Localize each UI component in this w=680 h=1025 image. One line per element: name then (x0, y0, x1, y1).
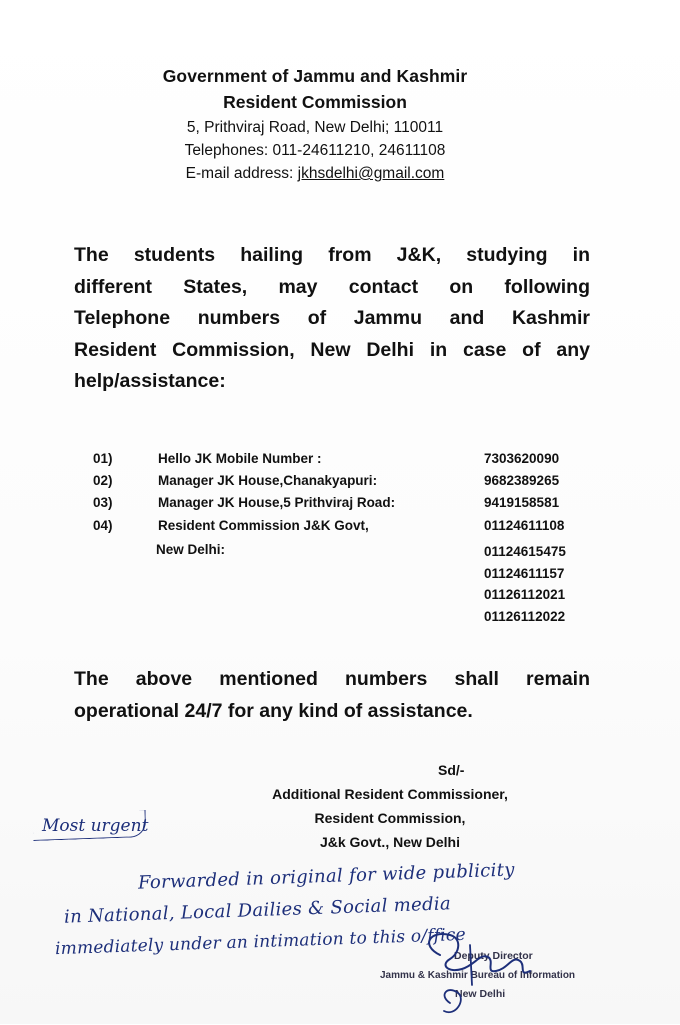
contact-label: Manager JK House,Chanakyapuri: (158, 473, 378, 488)
email-label: E-mail address: (185, 165, 298, 182)
contact-phone: 01124611108 (484, 518, 565, 533)
handwritten-most-urgent: Most urgent (42, 816, 149, 836)
extra-phone-list (484, 541, 566, 627)
notice-line: The students hailing from J&K, studying in (74, 244, 590, 266)
letterhead-department: Resident Commission (223, 92, 407, 112)
handwritten-note-line: in National, Local Dailies & Social media (63, 893, 452, 928)
sd-mark: Sd/- (438, 762, 465, 778)
notice-line: different States, may contact on following (74, 275, 590, 298)
contact-number: 04) (93, 518, 113, 533)
signatory-govt: J&k Govt., New Delhi (319, 834, 461, 850)
stamp-designation: Deputy Director (454, 950, 533, 962)
closing-line: The above mentioned numbers shall remain (74, 668, 590, 690)
contact-number: 02) (93, 473, 113, 488)
letterhead-email-line (0, 165, 630, 183)
notice-line: Resident Commission, New Delhi in case of any (74, 338, 590, 361)
handwritten-note-line: immediately under an intimation to this o/ffice (54, 924, 467, 960)
contact-number: 03) (93, 495, 113, 510)
contact-number: 01) (93, 451, 113, 466)
email-address: jkhsdelhi@gmail.com (297, 165, 445, 182)
contact-phone: 01126112022 (484, 608, 566, 624)
contact-row (0, 473, 680, 495)
letterhead-address: 5, Prithviraj Road, New Delhi; 110011 (186, 119, 444, 136)
notice-line: Telephone numbers of Jammu and Kashmir (74, 307, 590, 329)
closing-line: operational 24/7 for any kind of assistance. (74, 699, 473, 722)
contact-label: Resident Commission J&K Govt, (158, 518, 369, 533)
contact-row (0, 495, 680, 517)
contact-row (0, 518, 680, 540)
closing-paragraph (74, 664, 590, 727)
letterhead-telephones: Telephones: 011-24611210, 24611108 (184, 142, 446, 159)
notice-line: help/assistance: (74, 370, 226, 392)
notice-paragraph (74, 240, 590, 398)
handwritten-signature (400, 925, 560, 1025)
stamp-bureau: Jammu & Kashmir Bureau of Information (380, 970, 576, 981)
contact-phone: 7303620090 (484, 451, 560, 466)
contact-phone: 01126112021 (484, 587, 566, 602)
signatory-title: Additional Resident Commissioner, (272, 786, 508, 802)
contact-row (0, 451, 680, 473)
stamp-city: New Delhi (455, 988, 506, 1000)
contact-label: Hello JK Mobile Number : (158, 451, 322, 466)
contact-phone: 9682389265 (484, 473, 560, 488)
contact-phone: 01124615475 (484, 544, 566, 559)
contact-label: Manager JK House,5 Prithviraj Road: (158, 495, 396, 510)
contact-label-continued: New Delhi: (156, 542, 226, 557)
contact-phone: 01124611157 (484, 565, 565, 581)
letterhead-org: Government of Jammu and Kashmir (162, 66, 468, 86)
signatory-office: Resident Commission, (314, 810, 466, 826)
handwritten-note-line: Forwarded in original for wide publicity (137, 859, 516, 894)
contact-phone: 9419158581 (484, 495, 560, 510)
